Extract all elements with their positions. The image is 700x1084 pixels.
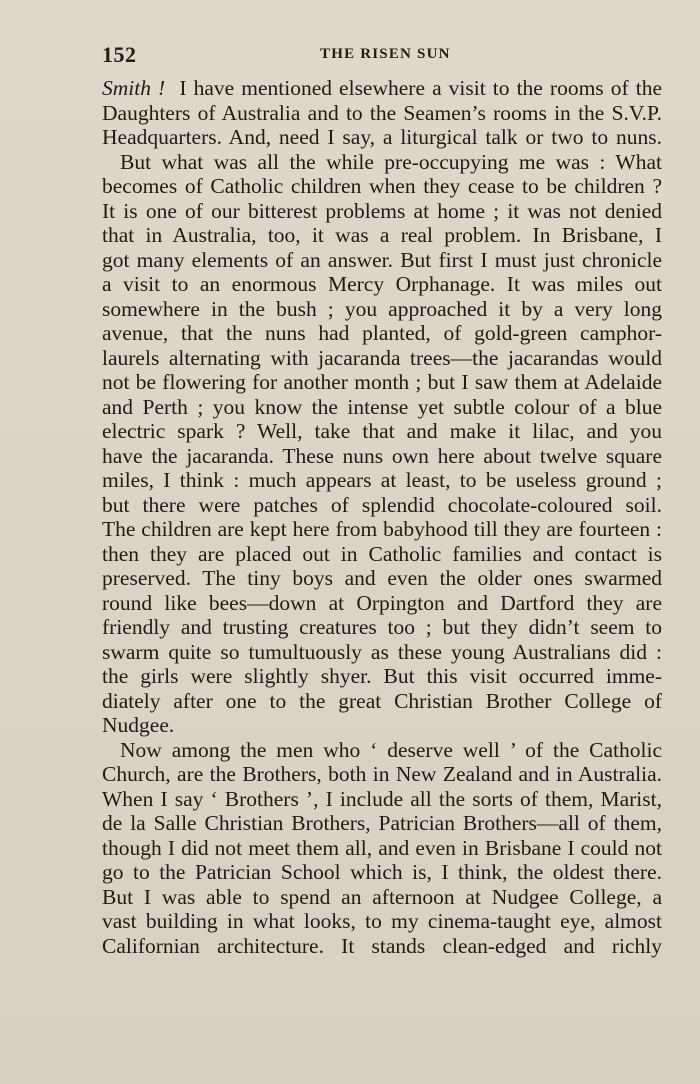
text-line: It is one of our bitterest problems at home ; it was not denied [102, 198, 662, 223]
page-number: 152 [102, 42, 137, 67]
text-line: got many elements of an answer. But first I must just chronicle [102, 247, 662, 272]
text-line: Headquarters. And, need I say, a liturgical talk or two to nuns. [102, 125, 662, 149]
text-line: The children are kept here from babyhood till they are fourteen : [102, 517, 662, 541]
text-line: go to the Patrician School which is, I think, the oldest there. [102, 860, 662, 884]
text-line: that in Australia, too, it was a real problem. In Brisbane, I [102, 223, 662, 247]
text-line: somewhere in the bush ; you approached it by a very long [102, 296, 662, 321]
paragraph-start-line: But what was all the while pre-occupying me was : What [120, 149, 662, 174]
text-line: avenue, that the nuns had planted, of gold-green camphor- [102, 321, 662, 345]
text-line: not be flowering for another month ; but I saw them at Adelaide [102, 370, 662, 394]
text-line: When I say ‘ Brothers ’, I include all the sorts of them, Marist, [102, 786, 662, 811]
text-line: have the jacaranda. These nuns own here about twelve square [102, 443, 662, 468]
text-line: But I was able to spend an afternoon at Nudgee College, a [102, 884, 662, 909]
text-line: preserved. The tiny boys and even the older ones swarmed [102, 566, 662, 590]
text-line: swarm quite so tumultuously as these young Australians did : [102, 639, 662, 664]
text-line: but there were patches of splendid chocolate-coloured soil. [102, 492, 662, 517]
text-line: Californian architecture. It stands clean-edged and richly [102, 933, 662, 958]
text-line: Daughters of Australia and to the Seamen’s rooms in the S.V.P. [102, 100, 662, 125]
text-line: vast building in what looks, to my cinema-taught eye, almost [102, 909, 662, 933]
text-line: round like bees—down at Orpington and Dartford they are [102, 590, 662, 615]
text-line: miles, I think : much appears at least, to be useless ground ; [102, 468, 662, 492]
text-line: a visit to an enormous Mercy Orphanage. It was miles out [102, 272, 662, 296]
italic-exclamation: Smith ! [102, 76, 166, 100]
text-line: though I did not meet them all, and even in Brisbane I could not [102, 835, 662, 860]
text-line: the girls were slightly shyer. But this visit occurred imme- [102, 664, 662, 688]
body-text [102, 76, 662, 958]
paragraph-start-line: Now among the men who ‘ deserve well ’ of the Catholic [120, 737, 662, 762]
paragraph-end-line: Nudgee. [102, 713, 175, 737]
text-line: friendly and trusting creatures too ; but they didn’t seem to [102, 615, 662, 639]
text-line-rest: I have mentioned elsewhere a visit to the rooms of the [179, 76, 662, 100]
text-line: diately after one to the great Christian Brother College of [102, 688, 662, 713]
text-line: Church, are the Brothers, both in New Zealand and in Australia. [102, 762, 662, 786]
text-line: becomes of Catholic children when they cease to be children ? [102, 174, 662, 198]
text-line: and Perth ; you know the intense yet subtle colour of a blue [102, 394, 662, 419]
running-title: THE RISEN SUN [320, 46, 451, 62]
text-line [102, 76, 662, 101]
text-line: electric spark ? Well, take that and make it lilac, and you [102, 419, 662, 443]
text-line: laurels alternating with jacaranda trees—the jacarandas would [102, 345, 662, 370]
text-line: de la Salle Christian Brothers, Patrician Brothers—all of them, [102, 811, 662, 835]
text-line: then they are placed out in Catholic families and contact is [102, 541, 662, 566]
page-header [102, 42, 662, 70]
